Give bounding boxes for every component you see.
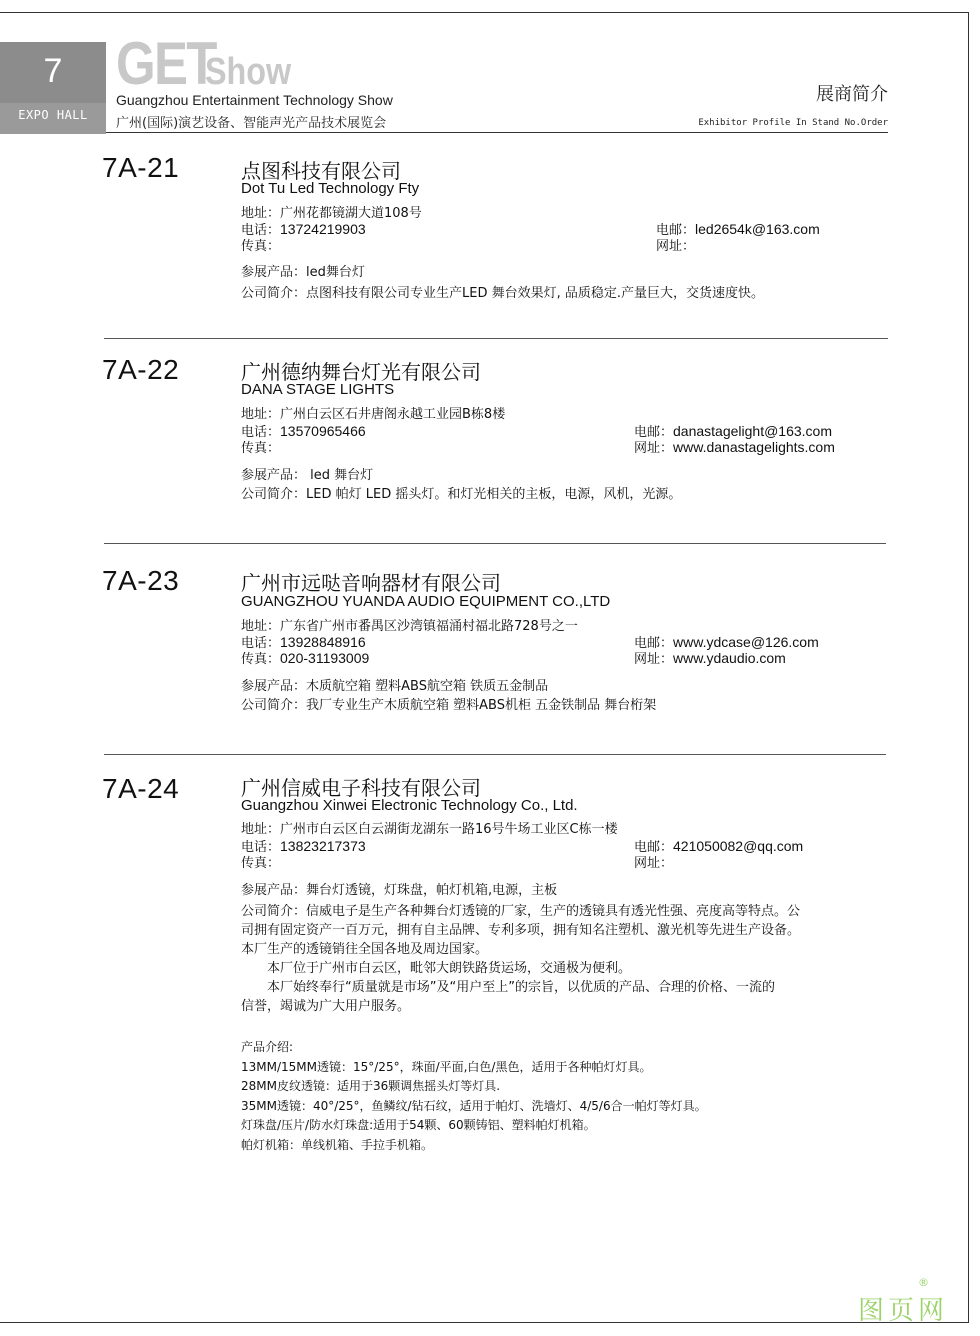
booth-number: 7A-22 [102,354,180,385]
company-name-en: Dot Tu Led Technology Fty [241,180,420,197]
company-name-en: Guangzhou Xinwei Electronic Technology Co., Ltd. [241,797,578,814]
profile-value: 我厂专业生产木质航空箱 塑料ABS机柜 五金铁制品 舞台桁架 [306,698,657,713]
registered-mark: ® [918,1276,929,1289]
phone-line: 电话：13823217373 [241,838,366,855]
phone-line: 电话：13928848916 [241,634,366,651]
email-value: led2654k@163.com [695,221,820,237]
profile-line: 公司简介：LED 帕灯 LED 摇头灯。和灯光相关的主板，电源，风机，光源。 [241,487,682,502]
products-value: led 舞台灯 [306,468,374,483]
products-value: 木质航空箱 塑料ABS航空箱 铁质五金制品 [306,679,549,694]
logo-get: GET [116,30,216,97]
section-title: 展商简介 [816,84,888,105]
profile-line: 公司简介：我厂专业生产木质航空箱 塑料ABS机柜 五金铁制品 舞台桁架 [241,698,657,713]
products-line: 参展产品：舞台灯透镜，灯珠盘，帕灯机箱,电源，主板 [241,883,558,898]
fax-line: 传真：020-31193009 [241,650,370,667]
phone-value: 13823217373 [280,838,366,854]
website-line: 网址：www.ydaudio.com [634,650,786,667]
product-intro-line: 13MM/15MM透镜：15°/25°，珠面/平面,白色/黑色，适用于各种帕灯灯具。 [241,1060,652,1074]
products-line: 参展产品： led 舞台灯 [241,468,374,483]
product-intro-line: 帕灯机箱：单线机箱、手拉手机箱。 [241,1138,434,1152]
address-value: 广州市白云区白云湖街龙湖东一路16号牛场工业区C栋一楼 [280,822,618,837]
entry-divider [104,754,886,755]
company-name-cn: 广州信威电子科技有限公司 [241,776,481,800]
entry-divider [104,543,886,544]
phone-line: 电话：13724219903 [241,221,366,238]
profile-line: 信誉，竭诚为广大用户服务。 [241,999,411,1014]
watermark-logo: 图页网 [858,1296,949,1326]
company-name-cn: 点图科技有限公司 [241,159,401,183]
address-line: 地址：广州市白云区白云湖街龙湖东一路16号牛场工业区C栋一楼 [241,822,618,837]
booth-number: 7A-23 [102,565,180,596]
booth-number: 7A-21 [102,152,180,183]
website-value: www.danastagelights.com [673,439,835,455]
page-border-top [0,12,968,13]
address-line: 地址：广东省广州市番禺区沙湾镇福涌村福北路728号之一 [241,619,578,634]
products-line: 参展产品：led舞台灯 [241,265,365,280]
show-name-cn: 广州(国际)演艺设备、智能声光产品技术展览会 [116,116,387,131]
profile-paragraph [241,902,881,1016]
product-intro-title: 产品介绍: [241,1040,294,1054]
address-line: 地址：广州花都镜湖大道108号 [241,206,422,221]
logo-show: Show [205,51,292,93]
fax-value: 020-31193009 [280,650,370,666]
email-value: 421050082@qq.com [673,838,804,854]
phone-value: 13724219903 [280,221,366,237]
profile-value: 点图科技有限公司专业生产LED 舞台效果灯, 品质稳定.产量巨大，交货速度快。 [306,286,765,301]
fax-line: 传真： [241,856,281,871]
products-line: 参展产品：木质航空箱 塑料ABS航空箱 铁质五金制品 [241,679,549,694]
company-name-en: GUANGZHOU YUANDA AUDIO EQUIPMENT CO.,LTD [241,593,611,610]
hall-number: 7 [43,52,63,90]
address-value: 广东省广州市番禺区沙湾镇福涌村福北路728号之一 [280,619,578,634]
phone-value: 13928848916 [280,634,366,650]
email-line: 电邮：led2654k@163.com [656,221,820,238]
profile-line: 公司简介：信威电子是生产各种舞台灯透镜的厂家，生产的透镜具有透光性强、亮度高等特点。公 [241,904,801,919]
fax-line: 传真： [241,239,281,254]
profile-line: 司拥有固定资产一百万元，拥有自主品牌、专利多项，拥有知名注塑机、激光机等先进生产设备。 [241,923,801,938]
email-line: 电邮：www.ydcase@126.com [634,634,819,651]
email-value: www.ydcase@126.com [673,634,819,650]
email-line: 电邮：421050082@qq.com [634,838,804,855]
company-name-cn: 广州市远哒音响器材有限公司 [241,571,501,595]
website-value: www.ydaudio.com [673,650,786,666]
profile-line: 本厂始终奉行“质量就是市场”及“用户至上”的宗旨，以优质的产品、合理的价格、一流的 [241,980,775,995]
product-intro-line: 35MM透镜：40°/25°，鱼鳞纹/钻石纹，适用于帕灯、洗墙灯、4/5/6合一帕灯等灯具。 [241,1099,707,1113]
company-name-en: DANA STAGE LIGHTS [241,381,395,398]
profile-line: 公司简介：点图科技有限公司专业生产LED 舞台效果灯, 品质稳定.产量巨大，交货速度快。 [241,286,765,301]
section-subtitle: Exhibitor Profile In Stand No.Order [698,118,888,128]
address-value: 广州白云区石井唐阁永越工业园B栋8楼 [280,407,506,422]
header-rule [106,132,888,133]
products-value: led舞台灯 [306,265,365,280]
profile-line: 本厂位于广州市白云区，毗邻大朗铁路货运场，交通极为便利。 [241,961,632,976]
email-value: danastagelight@163.com [673,423,832,439]
address-line: 地址：广州白云区石井唐阁永越工业园B栋8楼 [241,407,506,422]
phone-line: 电话：13570965466 [241,423,366,440]
product-intro-line: 灯珠盘/压片/防水灯珠盘:适用于54颗、60颗铸铝、塑料帕灯机箱。 [241,1118,596,1132]
website-line: 网址：www.danastagelights.com [634,439,835,456]
website-line: 网址： [656,239,696,254]
product-intro-line: 28MM皮纹透镜：适用于36颗调焦摇头灯等灯具. [241,1079,501,1093]
company-name-cn: 广州德纳舞台灯光有限公司 [241,360,481,384]
profile-value: LED 帕灯 LED 摇头灯。和灯光相关的主板，电源，风机，光源。 [306,487,682,502]
booth-number: 7A-24 [102,773,180,804]
page-border-bottom [0,1322,969,1323]
hall-label: EXPO HALL [18,108,88,122]
fax-line: 传真： [241,441,281,456]
website-line: 网址： [634,856,674,871]
page-border-right [968,12,969,1322]
phone-value: 13570965466 [280,423,366,439]
address-value: 广州花都镜湖大道108号 [280,206,422,221]
show-name-en: Guangzhou Entertainment Technology Show [116,92,393,108]
email-line: 电邮：danastagelight@163.com [634,423,832,440]
products-value: 舞台灯透镜，灯珠盘，帕灯机箱,电源，主板 [306,883,558,898]
profile-line: 本厂生产的透镜销往全国各地及周边国家。 [241,942,489,957]
entry-divider [104,338,888,339]
